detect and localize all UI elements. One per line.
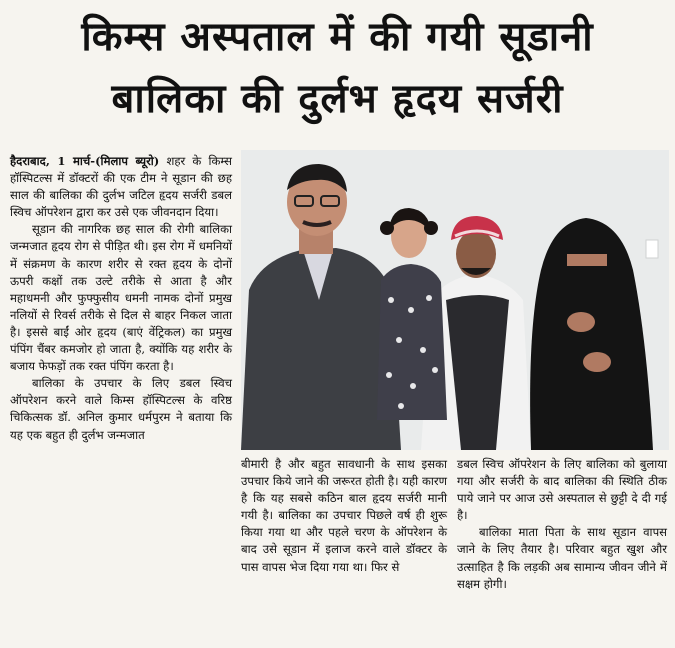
- headline-line-2: बालिका की दुर्लभ हृदय सर्जरी: [111, 76, 564, 122]
- news-photo: [241, 150, 669, 450]
- article-paragraph: बालिका माता पिता के साथ सूडान वापस जाने के लिए तैयार है। परिवार बहुत खुश और उत्साहित है कि लड़की अब सामान्य जीवन जीने में सक्षम होगी।: [457, 525, 667, 591]
- family-photo-illustration: [241, 150, 669, 450]
- article-column-3: [457, 456, 667, 593]
- article-paragraph: बीमारी है और बहुत सावधानी के साथ इसका उपचार किये जाने की जरूरत होती है। यही कारण है कि यह सबसे कठिन बाल हृदय सर्जरी मानी गयी है। बालिका का उपचार पिछले वर्ष ही शुरू किया गया था और पहले चरण के ऑपरेशन के बाद उसे सूडान में इलाज करने वाले डॉक्टर के पास वापस भेज दिया गया था। फिर से: [241, 457, 447, 574]
- headline-line-1: किम्स अस्पताल में की गयी सूडानी: [81, 14, 594, 60]
- article-paragraph: बालिका के उपचार के लिए डबल स्विच ऑपरेशन करने वाले किम्स हॉस्पिटल्स के वरिष्ठ चिकित्सक डॉ. अनिल कुमार धर्मपुरम ने बताया कि यह एक बहुत ही दुर्लभ जन्मजात: [10, 376, 232, 442]
- headline: [0, 6, 675, 130]
- article-column-2: [241, 456, 447, 576]
- article-paragraph: सूडान की नागरिक छह साल की रोगी बालिका जन्मजात हृदय रोग से पीड़ित थी। इस रोग में धमनियों में संक्रमण के कारण शरीर से रक्त हृदय के दोनों ऊपरी कक्षों तक उल्टे तरीके से आता है और महाधमनी और फुफ्फुसीय धमनी नामक दोनों प्रमुख नलियों से रिवर्स तरीके से दिल से बाहर निकल जाता है। इससे बाईं ओर हृदय (बाएं वेंट्रिकल) का प्रमुख पंपिंग चैंबर कमजोर हो जाता है, क्योंकि यह शरीर के बजाय फेफड़ों तक रक्त पंपिंग करता है।: [10, 222, 232, 374]
- article-text: शहर के किम्स हॉस्पिटल्स में डॉक्टरों की एक टीम ने सूडान की छह साल की बालिका की दुर्लभ जटिल हृदय सर्जरी डबल स्विच ऑपरेशन द्वारा कर उसे एक जीवनदान दिया।: [10, 154, 232, 220]
- article-column-1: [10, 153, 232, 444]
- dateline: हैदराबाद, 1 मार्च-(मिलाप ब्यूरो): [10, 154, 160, 168]
- article-paragraph: [10, 153, 232, 221]
- article-paragraph: डबल स्विच ऑपरेशन के लिए बालिका को बुलाया गया और सर्जरी के बाद बालिका की स्थिति ठीक पाये जाने पर आज उसे अस्पताल से छुट्टी दे दी गई है।: [457, 457, 667, 523]
